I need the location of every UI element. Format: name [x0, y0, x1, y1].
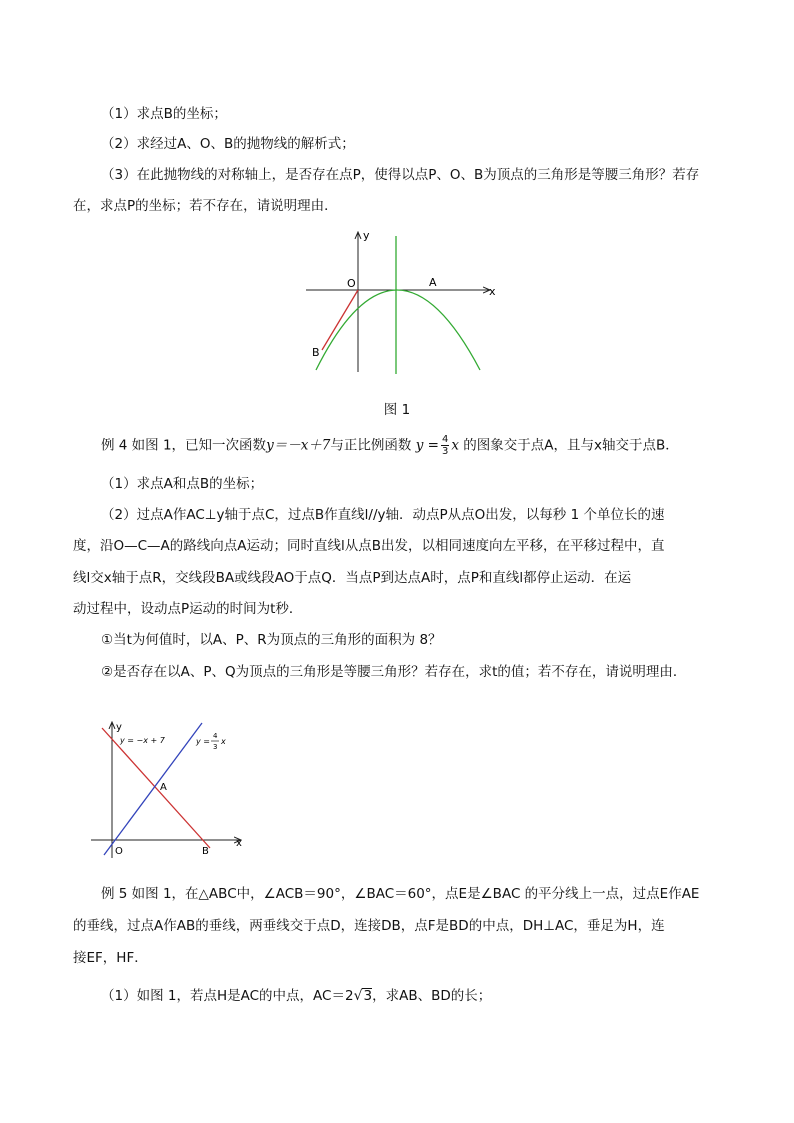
- example5-q1-sqrt: 3: [363, 988, 373, 1004]
- example4-intro-b: 与正比例函数: [330, 437, 412, 454]
- figure2-line-red: [102, 728, 210, 848]
- figure1-label-a: A: [429, 276, 437, 289]
- figure2-label-o: O: [115, 846, 123, 857]
- problem3-q3-line1: （3）在此抛物线的对称轴上，是否存在点P，使得以点P、O、B为顶点的三角形是等腰三角形？若存: [101, 167, 700, 183]
- example5-q1-b: ，求AB、BD的长；: [372, 988, 492, 1004]
- example4-q2-line3: 线l交x轴于点R，交线段BA或线段AO于点Q．当点P到达点A时，点P和直线l都停止运动．在运: [73, 570, 632, 586]
- problem3-q3-line2: 在，求点P的坐标；若不存在，请说明理由．: [73, 198, 338, 214]
- figure1-label-y: y: [363, 229, 370, 242]
- example4-q2-line2: 度，沿O—C—A的路线向点A运动；同时直线l从点B出发，以相同速度向左平移，在平移过程中，直: [73, 538, 665, 554]
- example5-line2: 的垂线，过点A作AB的垂线，两垂线交于点D，连接DB，点F是BD的中点，DH⊥AC，垂足为H，连: [73, 918, 665, 934]
- figure1-segment-ob: [322, 290, 358, 350]
- example5-q1: （1）如图 1，若点H是AC的中点，AC＝2√3，求AB、BD的长；: [101, 988, 492, 1004]
- example4-q2-line1: （2）过点A作AC⊥y轴于点C，过点B作直线l//y轴．动点P从点O出发，以每秒 1 个单位长的速: [101, 507, 665, 523]
- problem3-q1: （1）求点B的坐标；: [101, 106, 227, 122]
- example5-q1-a: （1）如图 1，若点H是AC的中点，AC＝2: [101, 988, 354, 1004]
- figure1-parabola-curve: [316, 290, 480, 370]
- figure2-label-line1: y = −x + 7: [120, 736, 165, 745]
- example4-fn2-num: 4: [441, 434, 449, 445]
- figure1-label-b: B: [312, 346, 320, 359]
- example4-q2-line4: 动过程中，设动点P运动的时间为t秒．: [73, 601, 303, 617]
- example4-fn1: y＝－x＋7: [266, 437, 331, 454]
- example4-fn2-den: 3: [441, 446, 449, 457]
- figure1-caption: 图 1: [383, 402, 411, 418]
- example4-fn2-fraction: [441, 434, 449, 457]
- figure2-label-line2-var: x: [221, 737, 226, 746]
- figure2-label-line2-num: 4: [213, 732, 218, 740]
- figure2-label-line2-den: 3: [213, 743, 218, 751]
- example5-line1: 例 5 如图 1，在△ABC中，∠ACB＝90°，∠BAC＝60°，点E是∠BAC 的平分线上一点，过点E作AE: [101, 886, 700, 902]
- figure2-label-b: B: [202, 846, 209, 857]
- figure1-parabola: [300, 226, 500, 376]
- problem3-q2: （2）求经过A、O、B的抛物线的解析式；: [101, 136, 355, 152]
- example4-sub1: ①当t为何值时，以A、P、R为顶点的三角形的面积为 8？: [101, 632, 442, 648]
- example4-q1: （1）求点A和点B的坐标；: [101, 476, 264, 492]
- example4-intro-c: 的图象交于点A，且与x轴交于点B．: [463, 437, 679, 454]
- example4-sub2: ②是否存在以A、P、Q为顶点的三角形是等腰三角形？若存在，求t的值；若不存在，请说明理由．: [101, 664, 687, 680]
- example4-intro: [101, 434, 761, 457]
- example4-fn2-lhs: y =: [415, 437, 439, 454]
- figure2-label-y: y: [116, 722, 122, 733]
- figure1-label-o: O: [347, 277, 356, 290]
- figure2-label-a: A: [160, 782, 167, 793]
- figure2-lines: [86, 718, 256, 862]
- example4-intro-a: 例 4 如图 1，已知一次函数: [101, 437, 267, 454]
- figure1-label-x: x: [489, 285, 496, 298]
- example4-fn2-var: x: [451, 437, 459, 454]
- figure2-label-line2-lhs: y =: [196, 737, 210, 746]
- example5-line3: 接EF，HF．: [73, 950, 148, 966]
- figure2-label-x: x: [236, 838, 242, 849]
